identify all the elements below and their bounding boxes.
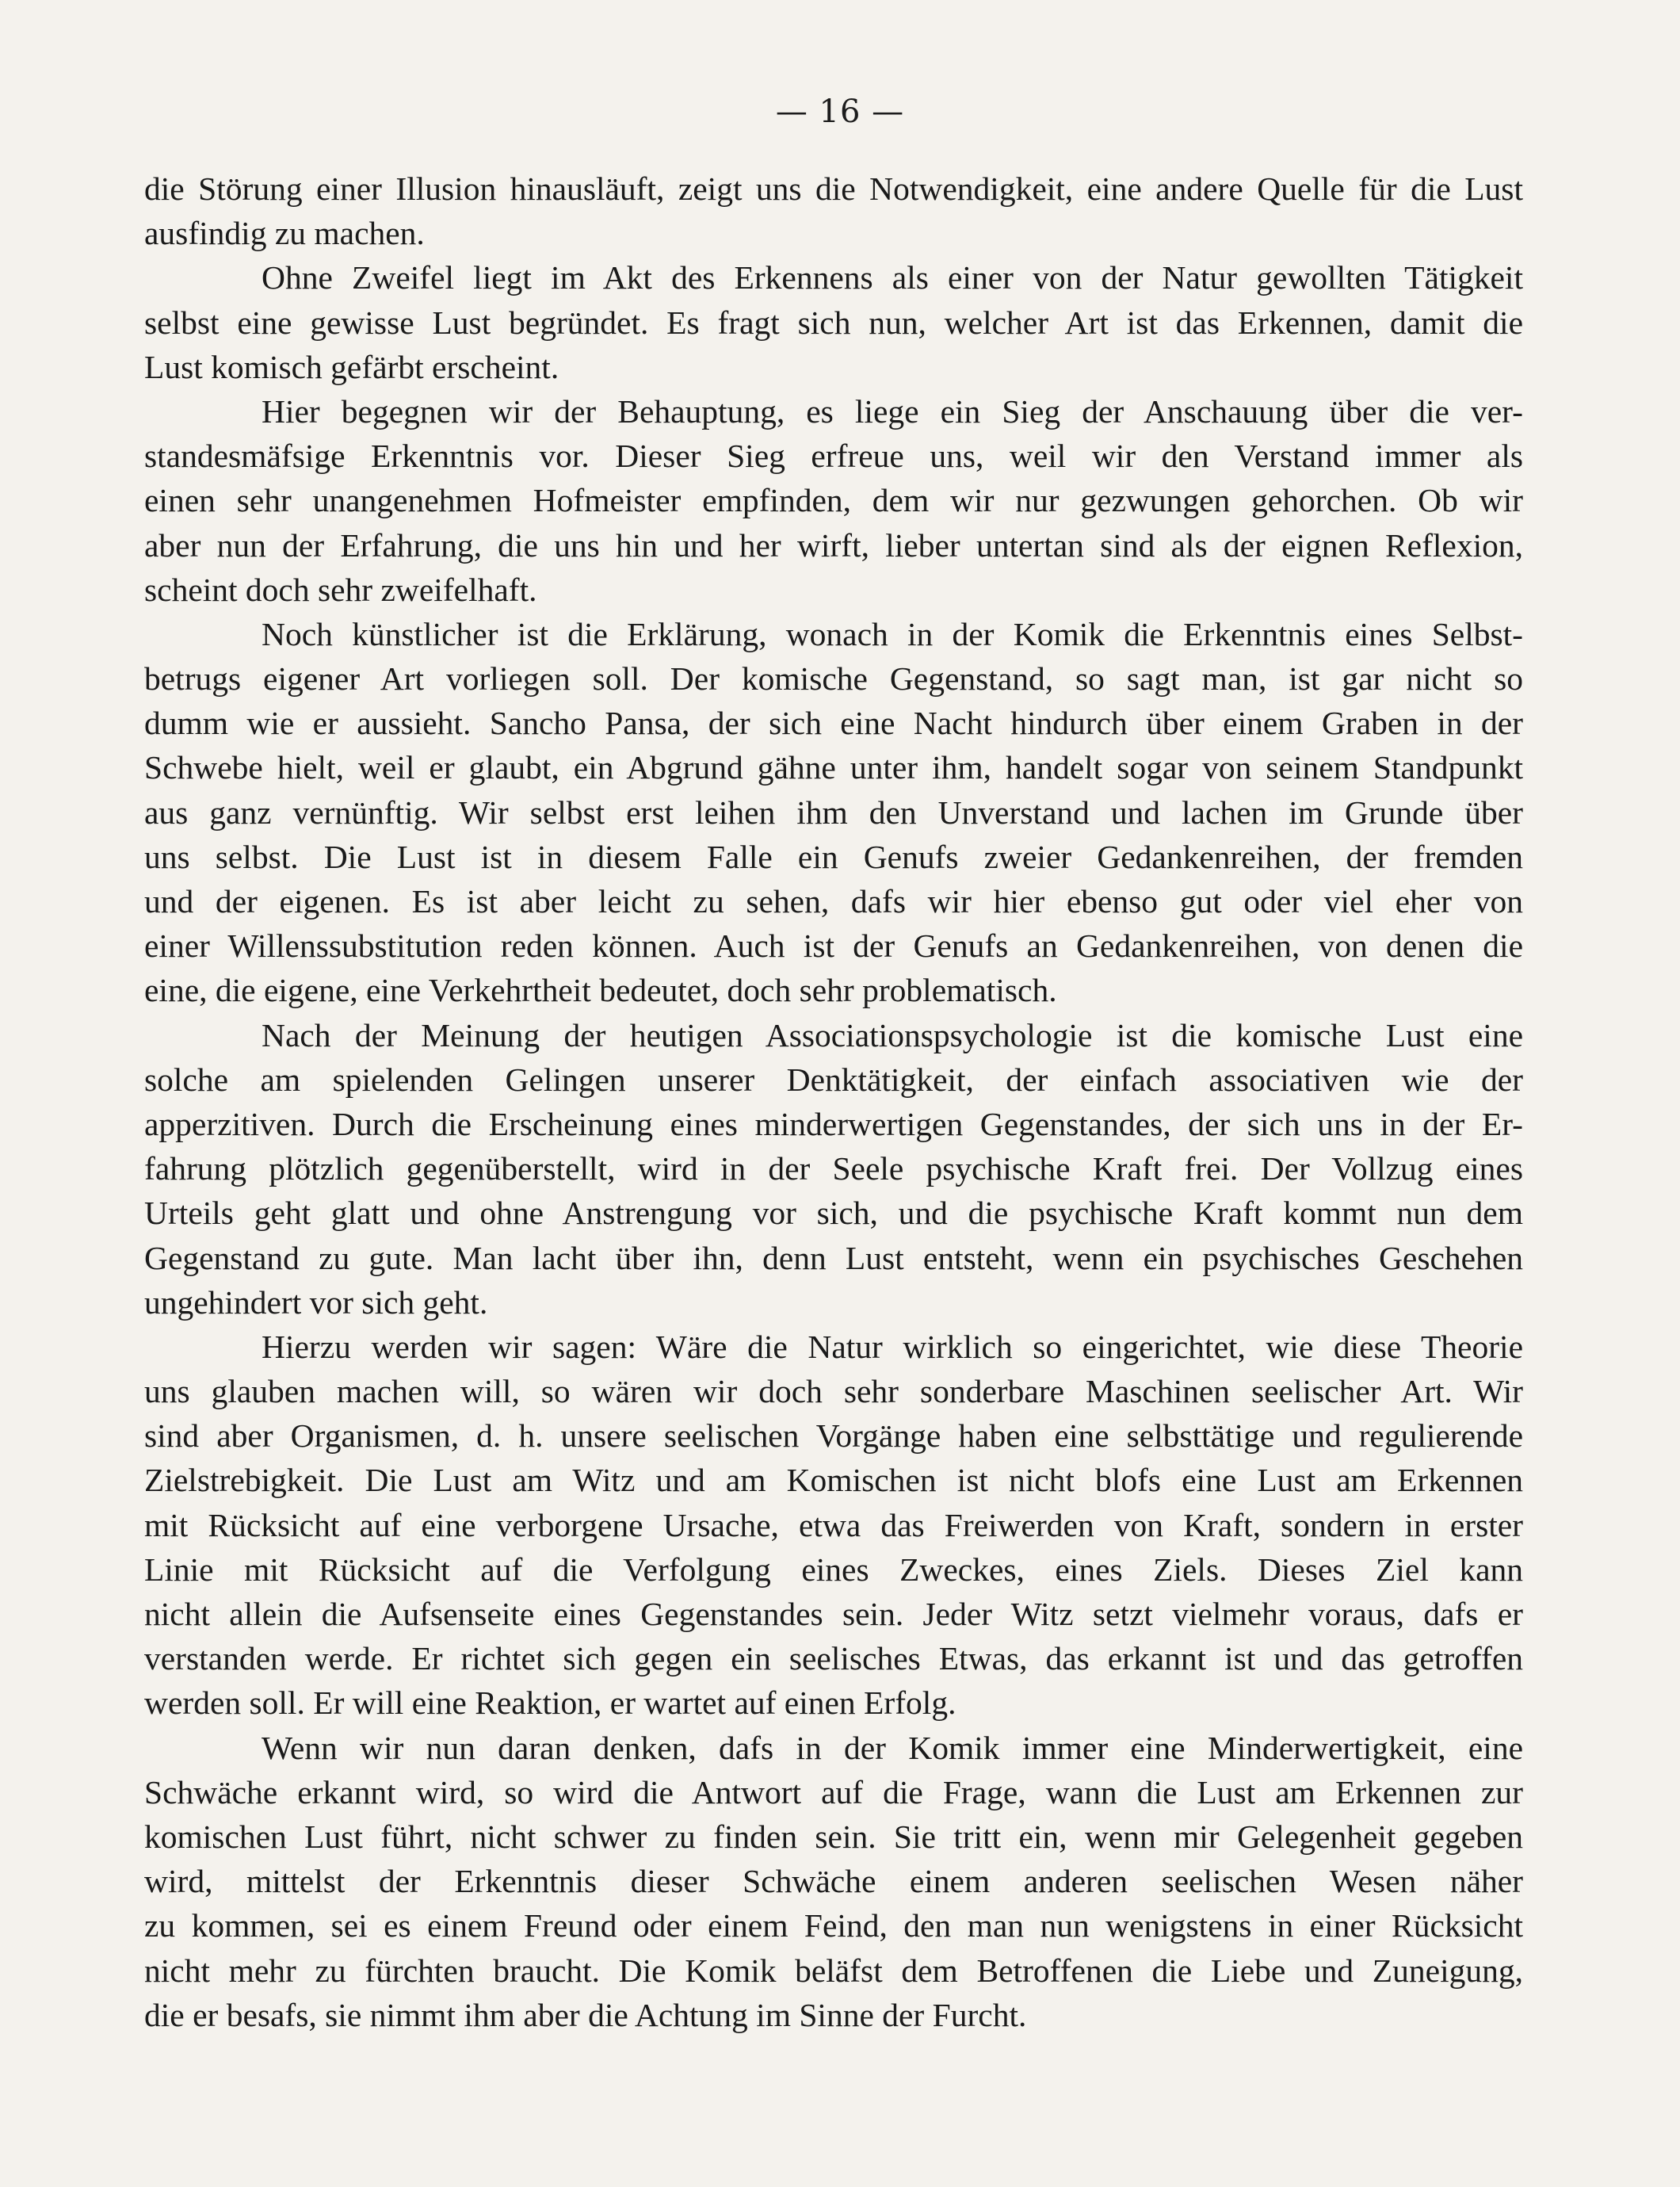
text-line: Wenn wir nun daran denken, dafs in der Komik immer eine Minderwertigkeit, eine [262,1729,1523,1766]
text-line: uns selbst. Die Lust ist in diesem Falle ein Genufs zweier Gedankenreihen, der fremden [144,838,1523,875]
text-line: Schwäche erkannt wird, so wird die Antwort auf die Frage, wann die Lust am Erkennen zur [144,1773,1523,1810]
text-line: betrugs eigener Art vorliegen soll. Der komische Gegenstand, so sagt man, ist gar nicht so [144,660,1523,698]
paragraph [144,255,1523,389]
text-line: solche am spielenden Gelingen unserer Denktätigkeit, der einfach associativen wie der [144,1061,1523,1098]
text-line: eine, die eigene, eine Verkehrtheit bedeutet, doch sehr problematisch. [144,972,1057,1009]
text-line: nicht allein die Aufsenseite eines Gegenstandes sein. Jeder Witz setzt vielmehr voraus, dafs er [144,1596,1523,1632]
text-line: Urteils geht glatt und ohne Anstrengung vor sich, und die psychische Kraft kommt nun dem [144,1195,1523,1232]
text-line: Schwebe hielt, weil er glaubt, ein Abgrund gähne unter ihm, handelt sogar von seinem Standpunkt [144,749,1523,786]
page-number: — 16 — [775,94,905,130]
text-line: mit Rücksicht auf eine verborgene Ursache, etwa das Freiwerden von Kraft, sondern in erster [144,1506,1523,1543]
text-line: apperzitiven. Durch die Erscheinung eines minderwertigen Gegenstandes, der sich uns in der Er- [144,1105,1523,1142]
text-line: ungehindert vor sich geht. [144,1283,488,1321]
text-line: ausfindig zu machen. [144,215,425,252]
text-line: Gegenstand zu gute. Man lacht über ihn, denn Lust entsteht, wenn ein psychisches Geschehen [144,1239,1523,1276]
text-line: standesmäfsige Erkenntnis vor. Dieser Sieg erfreue uns, weil wir den Verstand immer als [144,438,1523,475]
text-line: nicht mehr zu fürchten braucht. Die Komik beläfst dem Betroffenen die Liebe und Zuneigung, [144,1952,1523,1989]
text-line: die Störung einer Illusion hinausläuft, zeigt uns die Notwendigkeit, eine andere Quelle für die Lust [144,170,1523,207]
text-line: komischen Lust führt, nicht schwer zu finden sein. Sie tritt ein, wenn mir Gelegenheit gegeben [144,1818,1523,1855]
text-line: Linie mit Rücksicht auf die Verfolgung eines Zweckes, eines Ziels. Dieses Ziel kann [144,1550,1523,1588]
text-line: aber nun der Erfahrung, die uns hin und her wirft, lieber untertan sind als der eignen Reflexion, [144,526,1523,564]
paragraph [144,612,1523,1013]
text-line: sind aber Organismen, d. h. unsere seelischen Vorgänge haben eine selbsttätige und regulierende [144,1417,1523,1455]
text-line: Hier begegnen wir der Behauptung, es liege ein Sieg der Anschauung über die ver- [262,392,1523,430]
paragraph [144,1325,1523,1726]
text-line: fahrung plötzlich gegenüberstellt, wird in der Seele psychische Kraft frei. Der Vollzug eines [144,1150,1523,1187]
text-line: uns glauben machen will, so wären wir doch sehr sonderbare Maschinen seelischer Art. Wir [144,1373,1523,1410]
paragraph [144,1726,1523,2037]
text-line: selbst eine gewisse Lust begründet. Es fragt sich nun, welcher Art ist das Erkennen, damit die [144,304,1523,341]
text-line: scheint doch sehr zweifelhaft. [144,571,537,608]
paragraph [144,166,1523,255]
text-line: wird, mittelst der Erkenntnis dieser Schwäche einem anderen seelischen Wesen näher [144,1863,1523,1900]
text-line: Ohne Zweifel liegt im Akt des Erkennens als einer von der Natur gewollten Tätigkeit [262,259,1523,296]
text-line: einen sehr unangenehmen Hofmeister empfinden, dem wir nur gezwungen gehorchen. Ob wir [144,482,1523,519]
text-line: dumm wie er aussieht. Sancho Pansa, der sich eine Nacht hindurch über einem Graben in der [144,705,1523,742]
text-line: und der eigenen. Es ist aber leicht zu sehen, dafs wir hier ebenso gut oder viel eher von [144,883,1523,920]
paragraph [144,1013,1523,1325]
text-line: aus ganz vernünftig. Wir selbst erst leihen ihm den Unverstand und lachen im Grunde über [144,793,1523,831]
text-line: werden soll. Er will eine Reaktion, er wartet auf einen Erfolg. [144,1684,956,1722]
text-line: einer Willenssubstitution reden können. Auch ist der Genufs an Gedankenreihen, von denen die [144,927,1523,965]
body-text [144,166,1523,2037]
text-line: die er besafs, sie nimmt ihm aber die Achtung im Sinne der Furcht. [144,1996,1027,2033]
text-line: verstanden werde. Er richtet sich gegen ein seelisches Etwas, das erkannt ist und das getroffen [144,1640,1523,1677]
paragraph [144,389,1523,612]
text-line: Lust komisch gefärbt erscheint. [144,348,559,385]
text-line: Noch künstlicher ist die Erklärung, wonach in der Komik die Erkenntnis eines Selbst- [262,615,1523,652]
text-line: zu kommen, sei es einem Freund oder einem Feind, den man nun wenigstens in einer Rücksicht [144,1907,1523,1944]
text-line: Zielstrebigkeit. Die Lust am Witz und am Komischen ist nicht blofs eine Lust am Erkennen [144,1462,1523,1499]
text-line: Hierzu werden wir sagen: Wäre die Natur wirklich so eingerichtet, wie diese Theorie [262,1328,1523,1365]
text-line: Nach der Meinung der heutigen Associationspsychologie ist die komische Lust eine [262,1016,1523,1053]
